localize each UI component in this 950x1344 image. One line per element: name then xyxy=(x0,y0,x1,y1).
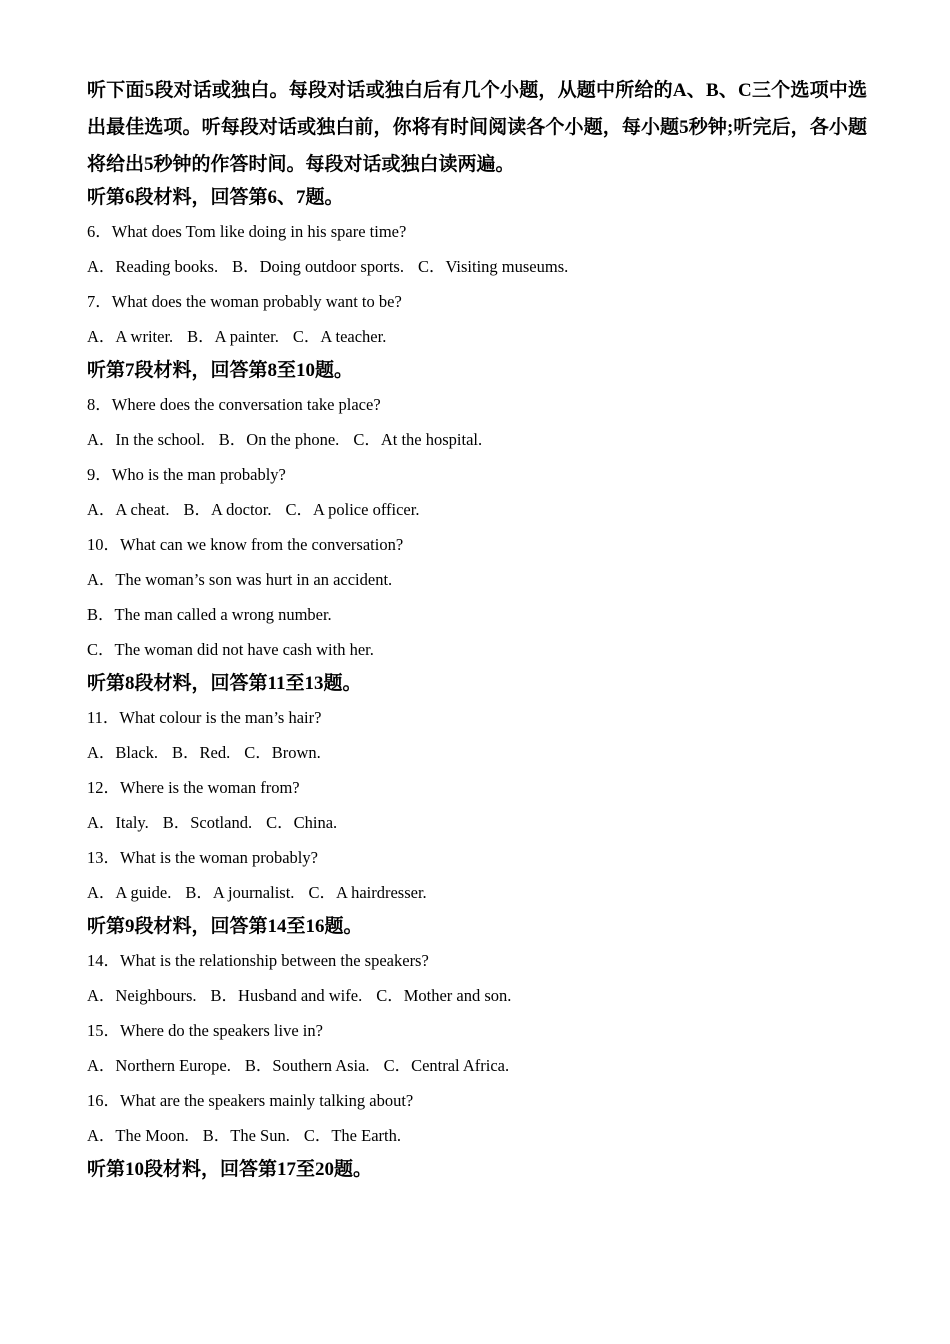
question-text: 10．What can we know from the conversation? xyxy=(87,535,404,554)
option-c: C．A police officer. xyxy=(285,500,420,519)
options-row xyxy=(87,812,867,834)
option-b: B．Doing outdoor sports. xyxy=(232,257,404,276)
option-c: C．Visiting museums. xyxy=(417,257,569,276)
option-c: C．Brown. xyxy=(244,743,321,762)
option-b: B．The man called a wrong number. xyxy=(87,605,332,624)
option-b: B．On the phone. xyxy=(218,430,340,449)
question-text: 9．Who is the man probably? xyxy=(87,465,286,484)
options-row xyxy=(87,499,867,521)
question-text: 13．What is the woman probably? xyxy=(87,848,318,867)
option-c: C．At the hospital. xyxy=(353,430,483,449)
question-text: 7．What does the woman probably want to be? xyxy=(87,292,402,311)
option-c: C．The Earth. xyxy=(303,1126,401,1145)
question-text: 6．What does Tom like doing in his spare time? xyxy=(87,222,407,241)
option-a: A．A writer. xyxy=(87,327,174,346)
option-a: A．A guide. xyxy=(87,883,172,902)
option-c: C．Mother and son. xyxy=(376,986,512,1005)
option-b: B．A journalist. xyxy=(185,883,295,902)
instructions-paragraph: 听下面5段对话或独白。每段对话或独白后有几个小题，从题中所给的A、B、C三个选项中选出最佳选项。听每段对话或独白前，你将有时间阅读各个小题，每小题5秒钟;听完后，各小题将给出5秒钟的作答时间。每段对话或独白读两遍。 xyxy=(87,80,867,175)
option-b: B．Southern Asia. xyxy=(244,1056,370,1075)
option-a: A．Reading books. xyxy=(87,257,219,276)
option-a: A．A cheat. xyxy=(87,500,170,519)
option-c: C．Central Africa. xyxy=(383,1056,510,1075)
option-b: B．The Sun. xyxy=(202,1126,290,1145)
options-row xyxy=(87,742,867,764)
option-a: A．Italy. xyxy=(87,813,149,832)
option-b: B．Husband and wife. xyxy=(210,986,363,1005)
option-a: A．Black. xyxy=(87,743,159,762)
option-b: B．Scotland. xyxy=(162,813,253,832)
option-a: A．The Moon. xyxy=(87,1126,189,1145)
question-text: 15．Where do the speakers live in? xyxy=(87,1021,323,1040)
section-heading: 听第10段材料，回答第17至20题。 xyxy=(87,1159,373,1180)
option-a: A．In the school. xyxy=(87,430,205,449)
option-c: C．The woman did not have cash with her. xyxy=(87,640,374,659)
question-text: 8．Where does the conversation take place? xyxy=(87,395,381,414)
section-heading: 听第7段材料，回答第8至10题。 xyxy=(87,360,354,381)
options-row xyxy=(87,326,867,348)
question-text: 14．What is the relationship between the speakers? xyxy=(87,951,429,970)
options-row xyxy=(87,882,867,904)
option-a: A．Northern Europe. xyxy=(87,1056,231,1075)
options-row xyxy=(87,429,867,451)
option-a: A．Neighbours. xyxy=(87,986,197,1005)
option-a: A．The woman’s son was hurt in an accident. xyxy=(87,570,393,589)
option-b: B．A doctor. xyxy=(183,500,272,519)
option-b: B．Red. xyxy=(172,743,231,762)
option-c: C．A hairdresser. xyxy=(308,883,427,902)
options-row xyxy=(87,985,867,1007)
section-heading: 听第6段材料，回答第6、7题。 xyxy=(87,187,344,208)
section-heading: 听第9段材料，回答第14至16题。 xyxy=(87,916,363,937)
option-c: C．A teacher. xyxy=(292,327,387,346)
option-c: C．China. xyxy=(266,813,338,832)
exam-page xyxy=(87,72,867,1182)
options-row xyxy=(87,1055,867,1077)
option-b: B．A painter. xyxy=(187,327,279,346)
section-heading: 听第8段材料，回答第11至13题。 xyxy=(87,673,362,694)
options-row xyxy=(87,256,867,278)
question-text: 11．What colour is the man’s hair? xyxy=(87,708,322,727)
options-row xyxy=(87,1125,867,1147)
question-text: 16．What are the speakers mainly talking about? xyxy=(87,1091,414,1110)
question-text: 12．Where is the woman from? xyxy=(87,778,300,797)
